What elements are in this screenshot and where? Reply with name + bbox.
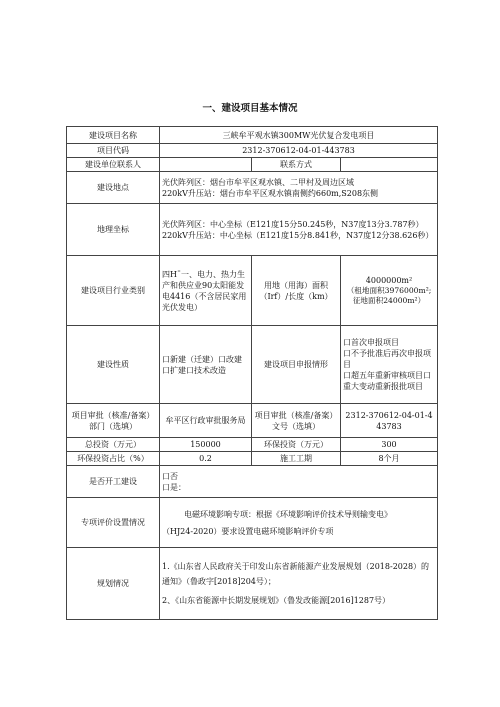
contact-method-label: 联系方式 (252, 158, 341, 172)
row-project-code (67, 144, 438, 158)
nature-label: 建设性质 (67, 326, 160, 404)
contact-method-value (341, 158, 438, 172)
special-line-1: 电磁环境影响专项：根据《环境影响评价技术导则输变电》 (184, 509, 392, 519)
area-value (341, 256, 438, 326)
started-options (160, 466, 438, 498)
approval-doc-value: 2312-370612-04-01-443783 (341, 404, 438, 438)
construction-period-value: 8个月 (341, 452, 438, 466)
area-value-total: 4000000m² (365, 275, 413, 285)
planning-label: 规划情况 (67, 548, 160, 620)
row-contact (67, 158, 438, 172)
location-value (160, 172, 438, 204)
area-value-detail: （租地面积3976000m²;征地面积24000m²） (346, 285, 432, 305)
case-option-3: 口超五年重新审核项目口重大变动重新报批项目 (343, 371, 431, 391)
contact-value (160, 158, 252, 172)
area-label: 用地（用海）面积（Irf）/长度（km） (252, 256, 341, 326)
env-investment-value: 300 (341, 438, 438, 452)
special-line-2: （HJ24-2020）要求设置电磁环境影响评价专项 (162, 526, 334, 536)
location-line-1: 光伏阵列区：烟台市牟平区观水镇、二甲村及周边区域 (162, 177, 354, 187)
case-option-1: 口首次申报项目 (343, 338, 399, 347)
location-label: 建设地点 (67, 172, 160, 204)
coords-line-2: 220kV升压站：中心坐标（E121度15分8.841秒，N37度12分38.626秒） (162, 230, 434, 240)
planning-line-2: 2、《山东省能源中长期发展规划》（鲁发改能源[2016]1287号） (162, 596, 391, 605)
industry-value: 四H¨一、电力、热力生产和供应业90太阳能发电4416（不含居民家用光伏发电） (160, 256, 252, 326)
total-investment-value: 150000 (160, 438, 252, 452)
row-coords (67, 204, 438, 256)
row-approval (67, 404, 438, 438)
case-option-2: 口不予批准后再次申报项目 (343, 349, 431, 369)
coords-label: 地理坐标 (67, 204, 160, 256)
construction-period-label: 施工工期 (252, 452, 341, 466)
row-ratio (67, 452, 438, 466)
started-option-yes: 口是： (162, 482, 186, 492)
contact-label: 建设单位联系人 (67, 158, 160, 172)
env-investment-label: 环保投资（万元） (252, 438, 341, 452)
location-line-2: 220kV升压站：烟台市牟平区观水镇南侧约660m,S208东侧 (162, 188, 379, 198)
coords-line-1: 光伏阵列区：中心坐标（E121度15分50.245秒，N37度13分3.787秒） (162, 219, 424, 229)
total-investment-label: 总投资（万元） (67, 438, 160, 452)
row-nature (67, 326, 438, 404)
row-industry (67, 256, 438, 326)
project-code-label: 项目代码 (67, 144, 160, 158)
approval-doc-label: 项目审批（核准/备案）文号（选填） (252, 404, 341, 438)
row-planning (67, 548, 438, 620)
coords-value (160, 204, 438, 256)
special-value (160, 498, 438, 548)
special-label: 专项评价设置情况 (67, 498, 160, 548)
row-location (67, 172, 438, 204)
case-label: 建设项目申报情形 (252, 326, 341, 404)
project-name-label: 建设项目名称 (67, 127, 160, 144)
approval-label: 项目审批（核准/备案）部门（选填） (67, 404, 160, 438)
row-special (67, 498, 438, 548)
case-options (341, 326, 438, 404)
started-label: 是否开工建设 (67, 466, 160, 498)
row-started (67, 466, 438, 498)
env-ratio-value: 0.2 (160, 452, 252, 466)
row-project-name (67, 127, 438, 144)
started-option-no: 口否 (162, 471, 178, 481)
nature-value: 口新建（迁建）口改建口扩建口技术改造 (160, 326, 252, 404)
project-info-table (66, 126, 438, 620)
approval-dept: 牟平区行政审批服务局 (160, 404, 252, 438)
planning-value (160, 548, 438, 620)
row-investment (67, 438, 438, 452)
industry-label: 建设项目行业类别 (67, 256, 160, 326)
project-code-value: 2312-370612-04-01-443783 (160, 144, 438, 158)
env-ratio-label: 环保投资占比（%） (67, 452, 160, 466)
project-name-value: 三峡牟平观水镇300MW光伏复合发电项目 (160, 127, 438, 144)
planning-line-1: 1.《山东省人民政府关于印发山东省新能源产业发展规划（2018-2028）的通知》（鲁政字[2018]204号）； (162, 562, 430, 586)
page-heading: 一、建设项目基本情况 (202, 103, 298, 114)
